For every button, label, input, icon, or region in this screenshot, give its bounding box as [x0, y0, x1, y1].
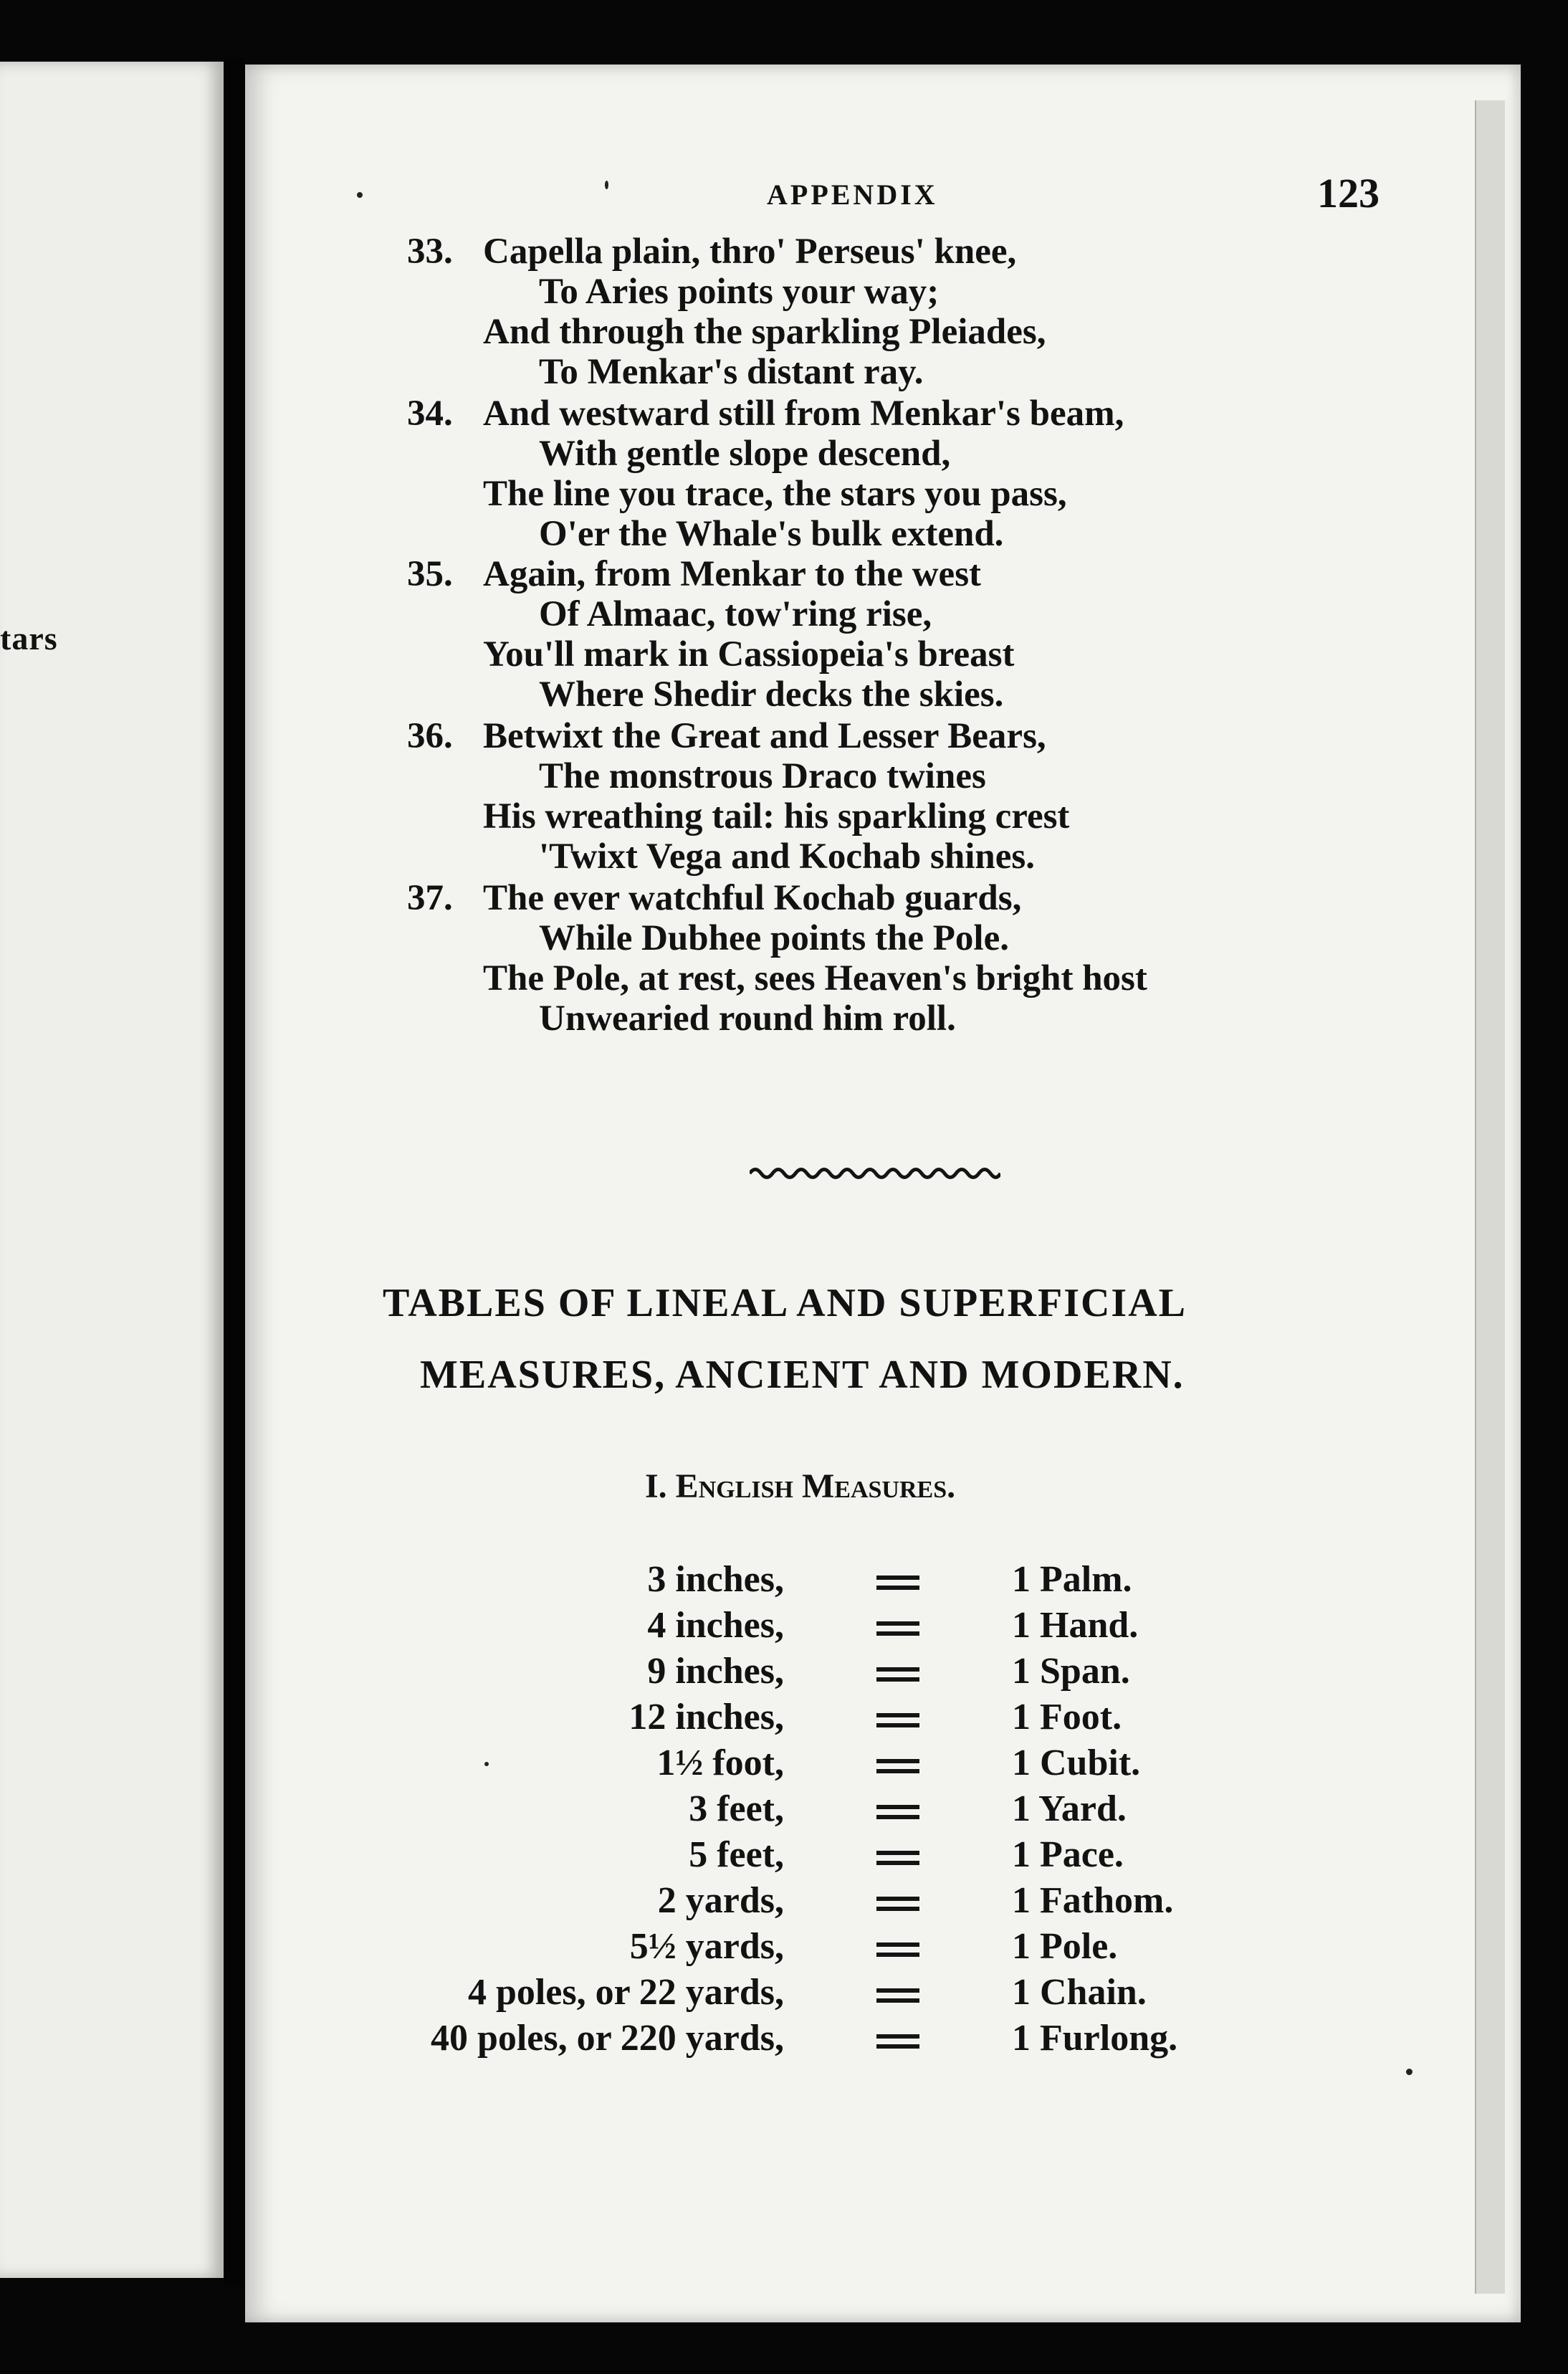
equals-sign [876, 1849, 919, 1867]
wavy-ornament [750, 1164, 1000, 1183]
verse-line: Unwearied round him roll. [539, 998, 956, 1039]
verse-line: Capella plain, thro' Perseus' knee, [483, 232, 1017, 272]
verse-line: Of Almaac, tow'ring rise, [539, 594, 932, 634]
measure-quantity: 5 feet, [689, 1834, 784, 1875]
measure-equivalent: 1 Foot. [1012, 1697, 1122, 1737]
measure-quantity: 3 feet, [689, 1788, 784, 1829]
speck-mark [1406, 2069, 1412, 2075]
section-title: I. English Measures. [645, 1467, 956, 1505]
measure-equivalent: 1 Palm. [1012, 1559, 1132, 1600]
verse-line: To Aries points your way; [539, 272, 940, 312]
verse-line: And westward still from Menkar's beam, [483, 394, 1124, 434]
equals-sign [876, 1941, 919, 1958]
stanza-number: 34. [407, 394, 453, 434]
verse-line: Betwixt the Great and Lesser Bears, [483, 716, 1046, 756]
tables-heading-line2: MEASURES, ANCIENT AND MODERN. [420, 1353, 1185, 1397]
measure-quantity: 12 inches, [628, 1697, 784, 1737]
stanza-number: 36. [407, 716, 453, 756]
measure-equivalent: 1 Chain. [1012, 1972, 1147, 2013]
measure-quantity: 5½ yards, [629, 1926, 784, 1967]
measure-quantity: 2 yards, [657, 1880, 784, 1921]
page-number: 123 [1317, 170, 1380, 216]
measure-quantity: 3 inches, [647, 1559, 784, 1600]
verse-line: With gentle slope descend, [539, 434, 951, 474]
book-gutter [224, 57, 245, 2287]
measure-quantity: 4 inches, [647, 1605, 784, 1646]
equals-sign [876, 1987, 919, 2004]
equals-sign [876, 1758, 919, 1775]
equals-sign [876, 1895, 919, 1912]
measure-quantity: 1½ foot, [656, 1743, 784, 1783]
measure-quantity: 9 inches, [647, 1651, 784, 1692]
verse-line: And through the sparkling Pleiades, [483, 312, 1046, 352]
measure-equivalent: 1 Cubit. [1012, 1743, 1141, 1783]
measure-quantity: 4 poles, or 22 yards, [467, 1972, 784, 2013]
verse-line: You'll mark in Cassiopeia's breast [483, 634, 1015, 674]
stanza-number: 33. [407, 232, 453, 272]
speck-mark [357, 192, 363, 198]
verse-line: 'Twixt Vega and Kochab shines. [539, 836, 1035, 877]
equals-sign [876, 2033, 919, 2050]
stanza-number: 35. [407, 554, 453, 594]
equals-sign [876, 1712, 919, 1729]
equals-sign [876, 1666, 919, 1683]
measure-equivalent: 1 Pace. [1012, 1834, 1124, 1875]
measure-equivalent: 1 Fathom. [1012, 1880, 1174, 1921]
verse-line: Where Shedir decks the skies. [539, 674, 1004, 715]
equals-sign [876, 1803, 919, 1821]
measure-quantity: 40 poles, or 220 yards, [430, 2018, 784, 2059]
equals-sign [876, 1620, 919, 1637]
verse-line: The line you trace, the stars you pass, [483, 474, 1067, 514]
page-fore-edge [1475, 100, 1505, 2294]
verse-line: Again, from Menkar to the west [483, 554, 982, 594]
verse-line: O'er the Whale's bulk extend. [539, 514, 1004, 554]
verse-line: The Pole, at rest, sees Heaven's bright host [483, 958, 1147, 998]
previous-page-edge [0, 62, 224, 2278]
measure-equivalent: 1 Pole. [1012, 1926, 1118, 1967]
stanza-number: 37. [407, 878, 453, 918]
measure-equivalent: 1 Yard. [1012, 1788, 1127, 1829]
verse-line: To Menkar's distant ray. [539, 352, 924, 392]
equals-sign [876, 1574, 919, 1591]
verse-line: While Dubhee points the Pole. [539, 918, 1009, 958]
running-head: APPENDIX [767, 178, 938, 211]
speck-mark [605, 181, 608, 189]
measure-equivalent: 1 Span. [1012, 1651, 1130, 1692]
verse-line: The monstrous Draco twines [539, 756, 986, 796]
measure-equivalent: 1 Furlong. [1012, 2018, 1178, 2059]
verse-line: His wreathing tail: his sparkling crest [483, 796, 1070, 836]
verse-line: The ever watchful Kochab guards, [483, 878, 1022, 918]
previous-page-margin-word: tars [0, 620, 58, 657]
tables-heading-line1: TABLES OF LINEAL AND SUPERFICIAL [383, 1281, 1187, 1325]
measure-equivalent: 1 Hand. [1012, 1605, 1139, 1646]
